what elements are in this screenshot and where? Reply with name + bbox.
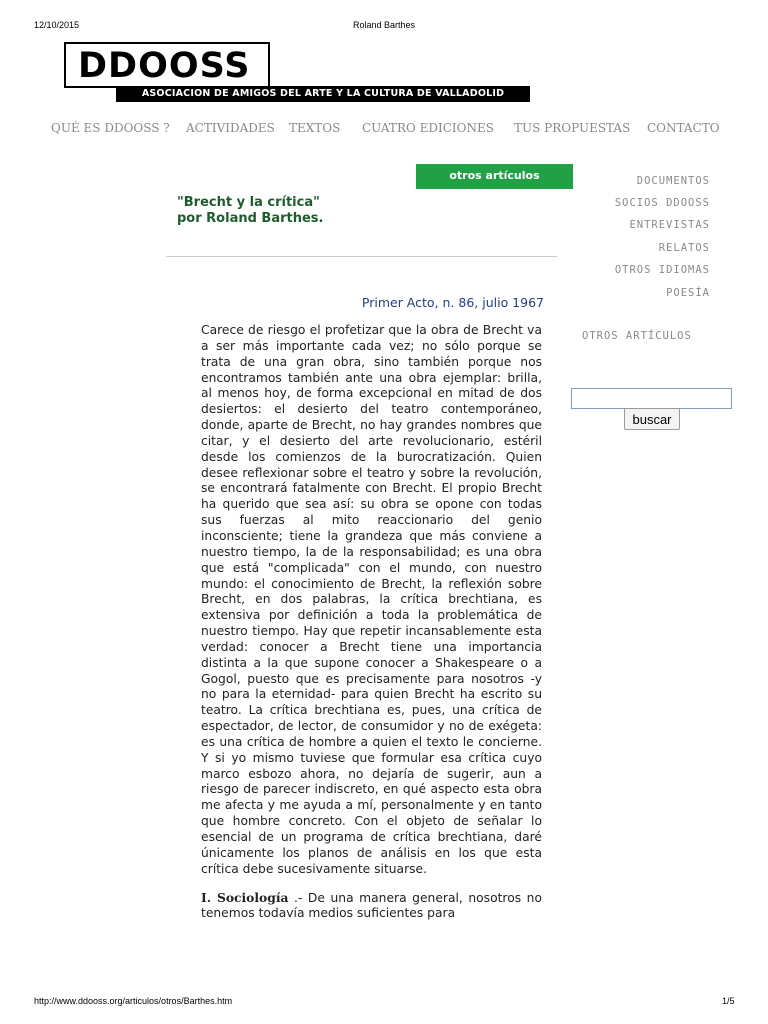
article-paragraph bbox=[201, 890, 542, 923]
nav-contacto[interactable]: CONTACTO bbox=[647, 121, 720, 135]
search-input[interactable] bbox=[571, 388, 732, 409]
print-title: Roland Barthes bbox=[352, 20, 416, 30]
nav-que-es-ddooss[interactable]: QUÉ ES DDOOSS ? bbox=[51, 121, 170, 135]
article-title bbox=[177, 195, 324, 227]
site-logo[interactable]: DDOOSS bbox=[78, 46, 251, 86]
nav-actividades[interactable]: ACTIVIDADES bbox=[186, 121, 275, 135]
section-text: .- De una manera general, nosotros no tenemos todavía medios suficientes para bbox=[201, 890, 542, 921]
nav-cuatro-ediciones[interactable]: CUATRO EDICIONES bbox=[362, 121, 494, 135]
print-url: http://www.ddooss.org/articulos/otros/Barthes.htm bbox=[34, 996, 233, 1006]
print-date: 12/10/2015 bbox=[34, 20, 80, 30]
title-divider bbox=[166, 256, 557, 257]
nav-tus-propuestas[interactable]: TUS PROPUESTAS bbox=[514, 121, 631, 135]
print-page-number: 1/5 bbox=[722, 996, 735, 1006]
search-button[interactable]: buscar bbox=[624, 408, 680, 430]
sidebar-item-documentos[interactable]: DOCUMENTOS bbox=[636, 175, 710, 187]
sidebar-item-relatos[interactable]: RELATOS bbox=[658, 242, 710, 254]
sidebar-item-poesia[interactable]: POESÍA bbox=[666, 287, 710, 299]
article-title-line: "Brecht y la crítica" bbox=[177, 195, 320, 210]
nav-textos[interactable]: TEXTOS bbox=[289, 121, 341, 135]
site-tagline: ASOCIACION DE AMIGOS DEL ARTE Y LA CULTURA DE VALLADOLID bbox=[116, 86, 530, 102]
sidebar-item-entrevistas[interactable]: ENTREVISTAS bbox=[629, 219, 710, 231]
otros-articulos-button[interactable]: otros artículos bbox=[416, 164, 573, 189]
article-source: Primer Acto, n. 86, julio 1967 bbox=[361, 295, 544, 310]
article-body bbox=[201, 323, 542, 934]
article-author-line: por Roland Barthes. bbox=[177, 211, 324, 226]
sidebar-item-otros-idiomas[interactable]: OTROS IDIOMAS bbox=[614, 264, 710, 276]
article-paragraph: Carece de riesgo el profetizar que la obra de Brecht va a ser más importante cada vez; no sólo porque se trata de una gran obra, sino también porque nos encontramos también ante una obra ejemplar: brilla, al menos hoy, de forma excepcional en mitad de dos desiertos: el desierto del teatro contemporáneo, donde, aparte de Brecht, no hay grandes nombres que citar, y el desierto del arte revolucionario, estéril desde los comienzos de la burocratización. Quien desee reflexionar sobre el teatro y sobre la revolución, se encontrará fatalmente con Brecht. El propio Brecht ha querido que sea así: su obra se opone con todas sus fuerzas al mito reaccionario del genio inconsciente; tiene la grandeza que más conviene a nuestro tiempo, la de la responsabilidad; es una obra que está "complicada" con el mundo, con nuestro mundo: el conocimiento de Brecht, la reflexión sobre Brecht, en dos palabras, la crítica brechtiana, es extensiva por definición a toda la problemática de nuestro tiempo. Hay que repetir incansablemente esta verdad: conocer a Brecht tiene una importancia distinta a la que supone conocer a Shakespeare o a Gogol, puesto que es precisamente para nosotros -y no para la eternidad- para quien Brecht ha escrito su teatro. La crítica brechtiana es, pues, una crítica de espectador, de lector, de consumidor y no de exégeta: es una crítica de hombre a quien el texto le concierne. Y si yo mismo tuviese que formular esa crítica cuyo marco esbozo ahora, no dejaría de sugerir, aun a riesgo de parecer indiscreto, en qué aspecto esta obra me afecta y me ayuda a mí, personalmente y en tanto que hombre concreto. Con el objeto de señalar lo esencial de un programa de crítica brechtiana, daré únicamente los planos de análisis en los que esta crítica debe sucesivamente situarse. bbox=[201, 323, 542, 876]
section-heading: I. Sociología bbox=[201, 889, 289, 905]
sidebar-item-socios[interactable]: SOCIOS DDOOSS bbox=[614, 197, 710, 209]
sidebar-otros-articulos[interactable]: OTROS ARTÍCULOS bbox=[582, 330, 692, 342]
